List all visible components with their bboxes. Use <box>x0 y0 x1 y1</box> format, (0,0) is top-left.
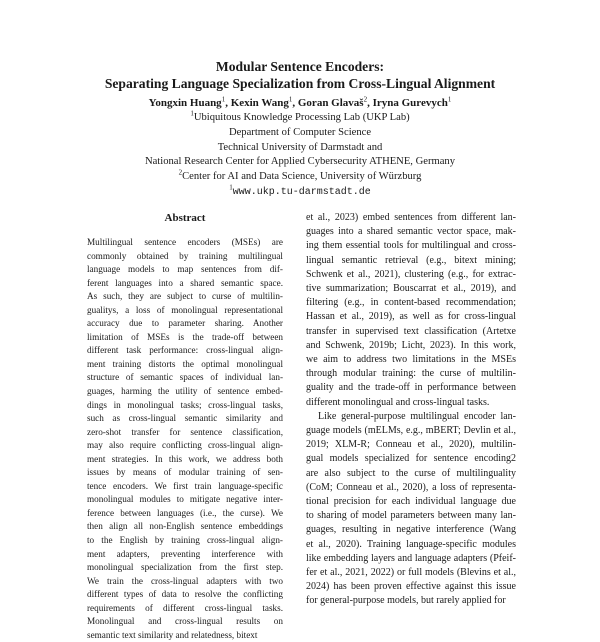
affiliation-1-dept: Department of Computer Science <box>228 126 372 138</box>
introduction-body <box>306 211 516 609</box>
abstract-text-line: requirements of different cross-lingual tasks. <box>87 602 283 613</box>
intro-text-line: Hassan et al., 2019), as well as for cross-lingual <box>306 311 516 323</box>
abstract-text-line: Monolingual and cross-lingual results on <box>87 616 283 627</box>
intro-text-line: guages into a shared semantic vector space, mak- <box>306 226 516 238</box>
abstract-text-line: different types of data to resolve the conflicting <box>87 589 283 600</box>
abstract-text-line: then align all non-English sentence embeddings <box>87 521 283 532</box>
abstract-text-line: semantic text similarity and relatedness, bitext <box>87 629 258 640</box>
intro-text-line: (CoM; Conneau et al., 2020), a loss of representa- <box>306 481 516 493</box>
abstract-text-line: accuracy due to parameter sharing. Another <box>87 318 283 329</box>
abstract-heading: Abstract <box>164 212 206 224</box>
author-name: Yongxin Huang <box>148 97 222 109</box>
intro-text-line: 2024) has been proven effective against this issue <box>306 581 516 593</box>
intro-text-line: gual models specialized for sentence encoding2 <box>306 453 516 465</box>
affiliation-1: $^1$Ubiquitous Knowledge Processing Lab (UKP Lab) <box>190 109 410 123</box>
abstract-text-line: ment strategies. In this work, we address both <box>87 453 283 464</box>
intro-text-line: are also subject to the curse of multilinguality <box>306 467 516 479</box>
intro-text-line: tional precision for each individual language due <box>306 496 516 508</box>
abstract-text-line: commonly obtained by training multilingual <box>87 250 283 261</box>
abstract-text-line: language models to map sentences from dif- <box>87 264 283 275</box>
abstract-text-line: limitation of MSEs is the trade-off between <box>87 331 283 342</box>
intro-text-line: guality and the trade-off in performance between <box>306 382 516 394</box>
abstract-text-line: monolingual modules to mitigate negative inter- <box>87 494 283 505</box>
intro-text-line: through modular training: the curse of multilin- <box>306 368 516 380</box>
lab-url-link[interactable]: www.ukp.tu-darmstadt.de <box>232 186 371 198</box>
intro-text-line: different monolingual and cross-lingual tasks. <box>306 396 490 408</box>
intro-text-line: we aim to address two limitations in the MSEs <box>306 354 516 366</box>
author-affil-mark: 1 <box>288 95 293 104</box>
intro-text-line: to sharing of model parameters between many lan- <box>306 510 516 522</box>
intro-text-line: guage models (mELMs, e.g., mBERT; Devlin et al., <box>306 425 516 437</box>
author-list: Yongxin Huang$^1$, Kexin Wang$^1$, Goran Glavaš$^2$, Iryna Gurevych$^1$ <box>148 95 452 109</box>
intro-text-line: like embedding layers and language adapters (Pfeif- <box>306 552 516 564</box>
abstract-text-line: monolingual specialization from the first step. <box>87 562 283 573</box>
affiliation-2: $^2$Center for AI and Data Science, University of Würzburg <box>178 168 422 183</box>
intro-text-line: fer et al., 2021, 2022) or full models (Blevins et al., <box>306 567 516 579</box>
abstract-text-line: tence encoders. We first train language-specific <box>87 480 283 491</box>
intro-text-line: guages, resulting in negative interference (Wang <box>306 524 516 536</box>
intro-text-line: et al., 2020). Training language-specific modules <box>306 538 516 550</box>
intro-text-line: 2019; XLM-R; Conneau et al., 2020), multilin- <box>306 439 516 451</box>
affiliation-1-center: National Research Center for Applied Cybersecurity ATHENE, Germany <box>144 156 456 168</box>
intro-text-line: lingual semantic retrieval (e.g., bitext mining; <box>306 254 516 266</box>
abstract-text-line: structure of semantic spaces of individual lan- <box>87 372 283 383</box>
intro-text-line: ing them essential tools for multilingual and cross- <box>306 240 516 252</box>
intro-text-line: tive summarization; Bouscarrat et al., 2019), and <box>306 283 516 295</box>
abstract-text-line: to the English by training cross-lingual align- <box>87 535 283 546</box>
author-name: Kexin Wang <box>230 97 289 109</box>
intro-text-line: et al., 2023) embed sentences from different lan- <box>306 212 516 223</box>
abstract-text-line: zero-shot transfer for sentence classification, <box>87 426 283 437</box>
abstract-text-line: ference between languages (i.e., the curse). We <box>87 507 283 518</box>
abstract-text-line: dings in monolingual tasks; cross-lingual tasks, <box>87 399 283 410</box>
abstract-text-line: may also require conflicting cross-lingual align- <box>87 440 283 451</box>
abstract-text-line: ment training distorts the optimal monolingual <box>87 358 283 369</box>
abstract-text-line: As such, they are subject to curse of multilin- <box>87 291 283 302</box>
intro-text-line: transfer in supervised text classification (Artetxe <box>306 325 516 337</box>
intro-text-line: Schwenk et al., 2021), clustering (e.g., for extrac- <box>306 268 516 280</box>
affiliation-url[interactable]: $^1$www.ukp.tu-darmstadt.de <box>229 183 371 198</box>
abstract-text-line: Multilingual sentence encoders (MSEs) are <box>87 237 283 247</box>
intro-text-line: for general-purpose models, but rarely applied for <box>306 595 506 607</box>
abstract-text-line: We train the cross-lingual adapters with two <box>87 575 283 586</box>
author-affil-mark: 1 <box>447 95 452 104</box>
affiliation-1-univ: Technical University of Darmstadt and <box>217 141 383 153</box>
abstract-text-line: such as cross-lingual semantic similarity and <box>87 413 283 424</box>
paper-title <box>0 58 600 92</box>
abstract-text-line: guages, harming the utility of sentence embed- <box>87 386 283 397</box>
intro-text-line: Like general-purpose multilingual encoder lan- <box>318 410 516 422</box>
abstract-text-line: different task performance: cross-lingual align- <box>87 345 283 356</box>
author-name: Goran Glavaš <box>297 97 364 109</box>
abstract-text-line: gualitys, a loss of monolingual representational <box>87 304 283 315</box>
abstract-body <box>87 236 283 642</box>
intro-text-line: and Schwenk, 2019b; Licht, 2023). In this work, <box>306 339 516 351</box>
abstract-text-line: ferent languages into a shared semantic space. <box>87 277 283 288</box>
abstract-text-line: issues by means of modular training of sen- <box>87 467 283 478</box>
author-name: Iryna Gurevych <box>372 97 448 109</box>
author-affil-mark: 1 <box>221 95 226 104</box>
paper-header <box>0 58 600 201</box>
abstract-text-line: ment adapters, preventing interference with <box>87 548 283 559</box>
title-line-2: Separating Language Specialization from Cross-Lingual Alignment <box>104 76 496 91</box>
title-line-1: Modular Sentence Encoders: <box>215 59 385 74</box>
author-affil-mark: 2 <box>363 95 368 104</box>
intro-text-line: filtering (e.g., in content-based recommendation; <box>306 297 516 309</box>
